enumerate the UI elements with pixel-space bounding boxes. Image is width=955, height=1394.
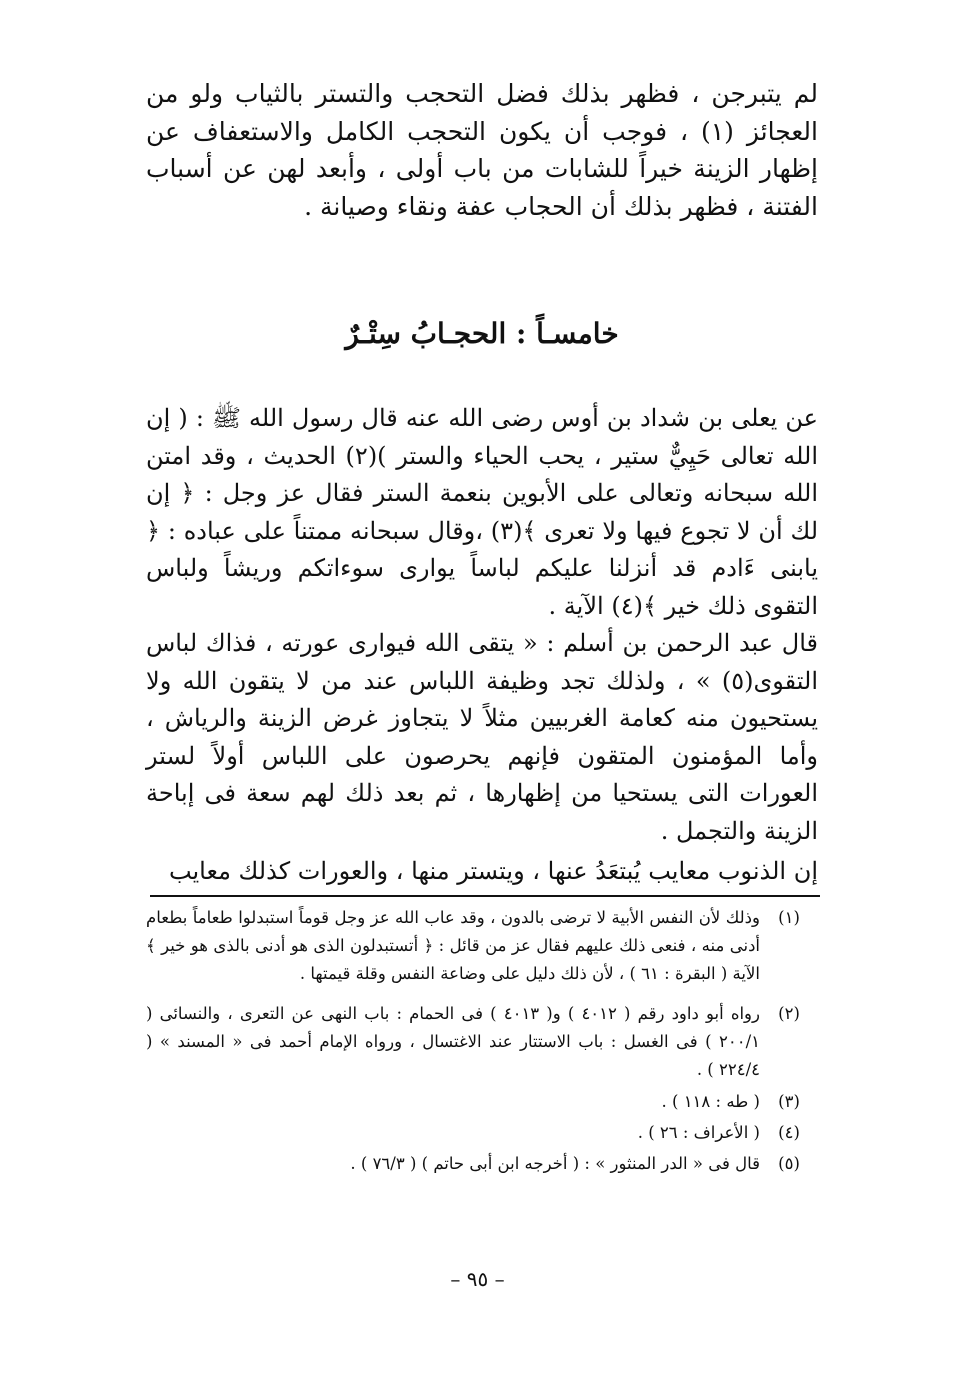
paragraph-ibn-aslam: قال عبد الرحمن بن أسلم : « يتقى الله فيوارى عورته ، فذاك لباس التقوى(٥) » ، ولذلك تجد وظيفة اللباس عند من لا يتقون الله ولا يستحيون منه كعامة الغربيين مثلاً لا يتجاوز غرض الزينة والرياش ، وأما المؤمنون المتقون فإنهم يحرصون على اللباس أولاً لستر العورات التى يستحيا من إظهارها ، ثم بعد ذلك لهم سعة فى إباحة الزينة والتجمل . (146, 629, 818, 845)
paragraph-hadith: عن يعلى بن شداد بن أوس رضى الله عنه قال رسول الله ﷺ : ( إن الله تعالى حَيِيٌّ ستير ، يحب الحياء والستر )(٢) الحديث ، وقد امتن الله سبحانه وتعالى على الأبوين بنعمة الستر فقال عز وجل : ﴿ إن لك أن لا تجوع فيها ولا تعرى ﴾(٣) ،وقال سبحانه ممتناً على عباده : ﴿ يابنى ءَادم قد أنزلنا عليكم لباساً يوارى سوءاتكم وريشاً ولباس التقوى ذلك خير ﴾(٤) الآية . (146, 404, 819, 620)
footnote-text: ( الأعراف : ٢٦ ) . (637, 1123, 760, 1142)
footnote-number: (٢) (778, 1004, 800, 1023)
page-number: – ٩٥ – (450, 1267, 505, 1291)
footnote-2 (146, 1000, 818, 1084)
footnote-number: (٥) (778, 1154, 800, 1173)
footnote-separator (150, 895, 820, 897)
footnote-3 (146, 1086, 818, 1117)
footnote-text: قال فى « الدر المنثور » : ( أخرجه ابن أبى حاتم ) ( ٧٦/٣ ) . (350, 1154, 760, 1173)
footnote-text: ( طه : ١١٨ ) . (661, 1092, 760, 1111)
footnote-number: (٣) (778, 1092, 800, 1111)
intro-paragraph: لم يتبرجن ، فظهر بذلك فضل التحجب والتستر بالثياب ولو من العجائز (١) ، فوجب أن يكون التحجب الكامل والاستعفاف عن إظهار الزينة خيراً للشابات من باب أولى ، وأبعد لهن عن أسباب الفتنة ، فظهر بذلك أن الحجاب عفة ونقاء وصيانة . (146, 79, 818, 221)
footnote-4 (146, 1117, 818, 1148)
footnote-5 (146, 1148, 818, 1179)
section-heading: خامسـاً : الحجـابُ سِتْـرٌ (345, 317, 619, 350)
paragraph-sins: إن الذنوب معايب يُبتعَدُ عنها ، ويتستر منها ، والعورات كذلك معايب (168, 857, 818, 885)
footnote-number: (٤) (778, 1123, 800, 1142)
footnote-text: وذلك لأن النفس الأبية لا ترضى بالدون ، وقد عاب الله عز وجل قوماً استبدلوا طعاماً بطعام أدنى منه ، فنعى ذلك عليهم فقال عز من قائل : ﴿ أتستبدلون الذى هو أدنى بالذى هو خير ﴾ الآية ( البقرة : ٦١ ) ، لأن ذلك دليل على وضاعة النفس وقلة قيمتها . (146, 908, 760, 983)
footnotes (146, 904, 818, 1179)
footnote-text: رواه أبو داود رقم ( ٤٠١٢ ) و( ٤٠١٣ ) فى الحمام : باب النهى عن التعرى ، والنسائى ( ٢٠٠/١ ) فى الغسل : باب الاستتار عند الاغتسال ، ورواه الإمام أحمد فى « المسند » ( ٢٢٤/٤ ) . (146, 1004, 760, 1079)
footnote-number: (١) (778, 908, 800, 927)
footnote-1 (146, 904, 818, 988)
